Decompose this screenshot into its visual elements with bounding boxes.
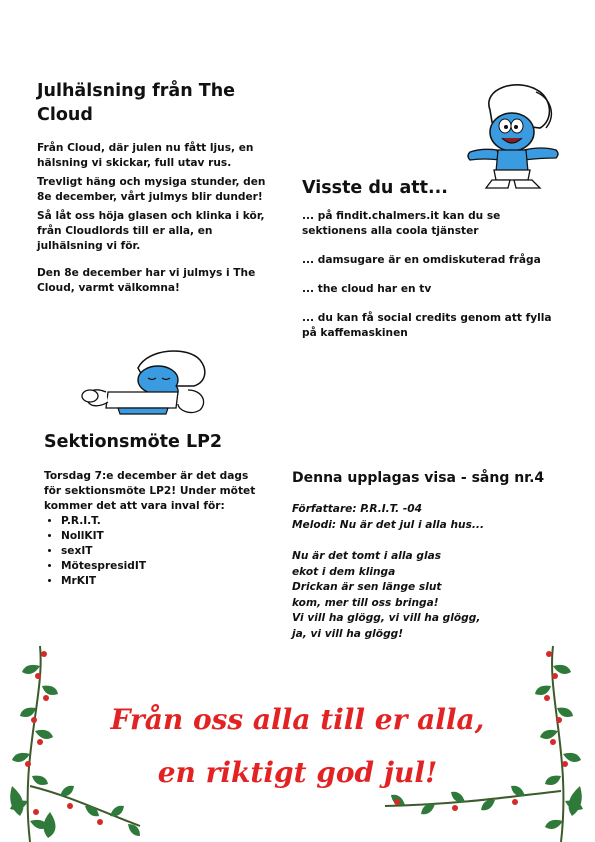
julhalsning-text xyxy=(37,141,277,300)
list-item: • MötespresidIT xyxy=(61,559,269,574)
fact-item: ... du kan få social credits genom att fylla på kaffemaskinen xyxy=(302,312,552,339)
title-sektionsmote: Sektionsmöte LP2 xyxy=(44,432,223,452)
julhalsning-paragraph: Trevligt häng och mysiga stunder, den 8e december, vårt julmys blir dunder! xyxy=(37,176,266,203)
list-item: • NollKIT xyxy=(61,529,269,544)
list-item: • P.R.I.T. xyxy=(61,514,269,529)
song-text xyxy=(292,502,582,642)
title-visa: Denna upplagas visa - sång nr.4 xyxy=(292,470,545,486)
title-julhalsning: Julhälsning från The Cloud xyxy=(37,81,236,125)
smurf-waving-illustration xyxy=(462,80,562,190)
lyric-line: Nu är det tomt i alla glas xyxy=(292,550,442,562)
fun-facts xyxy=(302,209,557,355)
sektionsmote-intro: Torsdag 7:e december är det dags för sektionsmöte LP2! Under mötet kommer det att vara inval för: xyxy=(44,470,256,512)
lyric-line: ja, vi vill ha glögg! xyxy=(292,627,404,640)
song-melody: Melodi: Nu är det jul i alla hus... xyxy=(292,518,484,531)
inval-list xyxy=(44,514,269,589)
julhalsning-paragraph: Den 8e december har vi julmys i The Cloud, varmt välkomna! xyxy=(37,267,256,294)
fact-item: ... på findit.chalmers.it kan du se sektionens alla coola tjänster xyxy=(302,210,501,237)
holly-branch-left xyxy=(0,636,150,842)
smurf-sleeping-illustration xyxy=(78,346,213,418)
julhalsning-paragraph: Från Cloud, där julen nu fått ljus, en hälsning vi skickar, full utav rus. xyxy=(37,142,254,169)
song-author: Författare: P.R.I.T. -04 xyxy=(292,503,422,515)
lyric-line: kom, mer till oss bringa! xyxy=(292,596,439,609)
lyric-line: ekot i dem klinga xyxy=(292,565,396,578)
greeting-line-2: en riktigt god jul! xyxy=(157,756,438,789)
lyric-line: Drickan är sen länge slut xyxy=(292,581,442,593)
holly-branch-right xyxy=(375,636,595,842)
list-item: • sexIT xyxy=(61,544,269,559)
fact-item: ... the cloud har en tv xyxy=(302,283,432,295)
fact-item: ... damsugare är en omdiskuterad fråga xyxy=(302,254,541,266)
title-visste-du-att: Visste du att... xyxy=(302,178,448,198)
list-item: • MrKIT xyxy=(61,574,269,589)
julhalsning-paragraph: Så låt oss höja glasen och klinka i kör, från Cloudlords till er alla, en julhälsning vi för. xyxy=(37,210,265,252)
sektionsmote-text xyxy=(44,469,269,589)
lyric-line: Vi vill ha glögg, vi vill ha glögg, xyxy=(292,612,481,624)
greeting-line-1: Från oss alla till er alla, xyxy=(110,703,485,736)
